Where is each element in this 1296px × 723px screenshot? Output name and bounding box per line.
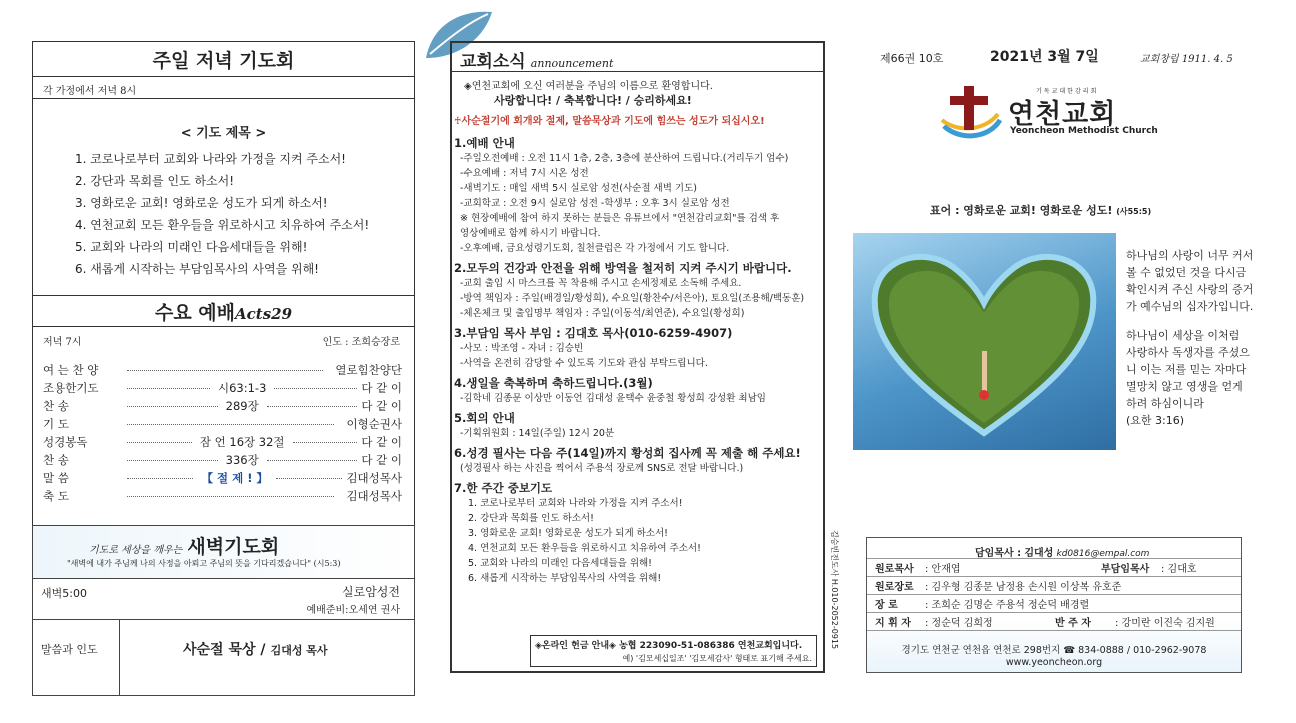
dawn-inner xyxy=(33,578,414,695)
title-underline xyxy=(33,76,414,77)
church-website[interactable]: www.yeoncheon.org xyxy=(1005,657,1103,668)
title-underline xyxy=(452,71,823,72)
welcome-text-2: 사랑합니다! / 축복합니다! / 승리하세요! xyxy=(494,94,692,107)
section-safety: 2.모두의 건강과 안전을 위해 방역을 철저히 지켜 주시기 바랍니다. -교회 출입 시 마스크를 꼭 착용해 주시고 손세정제로 소독해 주세요. -방역 책임자 : 주일(배경일/황성희), 수요일(황찬수/서은아), 토요일(조용해/백동훈) -체온체크 및 출입명부 책임자 : 주일(이동석/최연준), 수요일(황성희) xyxy=(454,261,805,319)
section-birthday: 4.생일을 축복하며 축하드립니다.(3월) -김학네 김종문 이상만 이동언 김대성 윤택수 윤중철 황성희 강성환 최남임 xyxy=(454,376,766,404)
subtitle-underline xyxy=(33,98,414,99)
church-sub: 기독교대한감리회 xyxy=(1036,88,1099,95)
lent-message: ♰사순절기에 회개와 절제, 말씀묵상과 기도에 힘쓰는 성도가 되십시오! xyxy=(454,116,765,127)
sunday-prayer-subtitle: 각 가정에서 저녁 8시 xyxy=(43,86,137,97)
sunday-prayer-title: 주일 저녁 기도회 xyxy=(152,50,295,72)
wednesday-title: 수요 예배Acts29 xyxy=(154,302,293,324)
dawn-title-row: 기도로 세상을 깨우는 새벽기도회 xyxy=(89,536,280,558)
donation-account: ◈온라인 헌금 안내◈ 농협 223090-51-086386 연천교회입니다. xyxy=(535,641,803,651)
title-underline xyxy=(33,326,414,327)
heart-image xyxy=(853,233,1116,450)
table-row: 조용한기도 시63:1-3 다 같 이 xyxy=(43,381,403,395)
table-row: 원로장로 : 김우형 김종문 남정용 손시원 이상복 유호준 xyxy=(867,576,1241,594)
table-row: 축 도 김대성목사 xyxy=(43,489,402,503)
list-item: 6. 새롭게 시작하는 부담임목사의 사역을 위해! xyxy=(75,262,319,276)
table-row: 원로목사 : 안재엽 부담임목사 : 김대호 xyxy=(867,558,1241,576)
pastor-line: 담임목사 : 김대성 kd0816@empal.com xyxy=(975,548,1150,559)
church-motto: 표어 : 영화로운 교회! 영화로운 성도! (사55:5) xyxy=(930,204,1152,217)
church-address: 경기도 연천군 연천읍 연천로 298번지 ☎ 834-0888 / 010-2962-9078 xyxy=(901,645,1207,656)
announcement-box xyxy=(450,41,825,673)
section-meeting: 5.회의 안내 -기획위원회 : 14일(주일) 12시 20분 xyxy=(454,411,615,439)
prayer-topic-heading: < 기도 제목 > xyxy=(180,126,267,141)
dawn-verse: "새벽에 내가 주님께 나의 사정을 아뢰고 주님의 뜻을 기다리겠습니다" (시5:3) xyxy=(67,559,341,568)
side-contact: 김승빈전도사 H.010-2052-0915 xyxy=(830,530,839,650)
acts29-script: Acts29 xyxy=(235,305,293,323)
table-row: 장 로 : 조희순 김명순 주용석 정순덕 배경렬 xyxy=(867,594,1241,612)
section-pastor: 3.부담임 목사 부임 : 김대호 목사(010-6259-4907) -사모 : 박조영 - 자녀 : 김승빈 -사역을 온전히 감당할 수 있도록 기도와 관심 부탁드립니다. xyxy=(454,326,733,369)
donation-box xyxy=(530,635,817,667)
table-row: 찬 송 289장 다 같 이 xyxy=(43,399,403,413)
staff-box xyxy=(866,537,1242,673)
church-name: 연천교회 xyxy=(1008,99,1117,130)
table-row: 찬 송 336장 다 같 이 xyxy=(43,453,403,467)
section-intercession: 7.한 주간 중보기도 1. 코로나로부터 교회와 나라와 가정을 지켜 주소서! 2. 강단과 목회를 인도 하소서! 3. 영화로운 교회! 영화로운 성도가 되게 하소서! 4. 연천교회 모든 환우들을 위로하시고 치유하여 주소서! 5. 교회와 나라의 미래인 다음세대들을 위해! 6. 새롭게 시작하는 부담임목사의 사역을 위해! xyxy=(454,481,701,584)
table-row: 말 씀 【 절 제 ! 】 김대성목사 xyxy=(43,471,402,485)
table-row: 지 휘 자 : 정순덕 김희정 반 주 자 : 강미란 이진숙 김지원 xyxy=(867,612,1241,631)
section-bible-copy: 6.성경 필사는 다음 주(14일)까지 황성희 집사께 꼭 제출 해 주세요! (성경필사 하는 사진을 찍어서 주용석 장로께 SNS로 전달 바랍니다.) xyxy=(454,446,801,474)
wednesday-service-box xyxy=(32,295,415,526)
welcome-text: ◈연천교회에 오신 여러분을 주님의 이름으로 환영합니다. xyxy=(464,81,713,92)
dawn-speaker: 사순절 묵상 / 김대성 목사 xyxy=(183,642,328,658)
divider xyxy=(33,619,414,620)
donation-note: 예) '김모세십일조' '김모세감사' 형태로 표기해 주세요. xyxy=(622,654,812,663)
divider xyxy=(119,619,120,695)
section-worship: 1.예배 안내 -주일오전예배 : 오전 11시 1층, 2층, 3층에 분산하여 드립니다.(거리두기 엄수) -수요예배 : 저녁 7시 시온 성전 -새벽기도 : 매일 새벽 5시 실로암 성전(사순절 새벽 기도) -교회학교 : 오전 9시 실로암 성전 -학생부 : 오후 3시 실로암 성전 ※ 현장예배에 참여 하지 못하는 분들은 유튜브에서 "연천감리교회"를 검색 후 영상예배로 함께 하시기 바랍니다. -오후예배, 금요성령기도회, 칠천클럽은 각 가정에서 기도 합니다. xyxy=(454,136,789,254)
list-item: 1. 코로나로부터 교회와 나라와 가정을 지켜 주소서! xyxy=(75,152,346,166)
staff-table xyxy=(867,558,1241,631)
dawn-place: 실로암성전 xyxy=(342,585,400,599)
announcement-sections xyxy=(454,135,821,586)
cross-logo-icon xyxy=(938,80,1004,142)
list-item: 2. 강단과 목회를 인도 하소서! xyxy=(75,174,235,188)
wednesday-time: 저녁 7시 xyxy=(43,337,82,348)
volume-number: 제66권 10호 xyxy=(880,52,944,65)
list-item: 4. 연천교회 모든 환우들을 위로하시고 치유하여 주소서! xyxy=(75,218,370,232)
dawn-prayer-box xyxy=(32,525,415,696)
verse-block-2: 하나님이 세상을 이처럼 사랑하사 독생자를 주셨으 니 이는 저를 믿는 자마다 멸망치 않고 영생을 얻게 하려 하심이니라 (요한 3:16) xyxy=(1126,329,1250,427)
prayer-topic-list xyxy=(75,148,369,280)
church-en: Yeoncheon Methodist Church xyxy=(1010,126,1158,136)
dawn-speaker-label: 말씀과 인도 xyxy=(41,643,98,656)
table-row: 여 는 찬 양 열로힘찬양단 xyxy=(43,363,402,377)
church-founded: 교회창립 1911. 4. 5 xyxy=(1140,54,1233,65)
announcement-title: 교회소식 announcement xyxy=(460,52,614,72)
list-item: 3. 영화로운 교회! 영화로운 성도가 되게 하소서! xyxy=(75,196,328,210)
dawn-time: 새벽5:00 xyxy=(41,587,87,600)
sunday-prayer-box xyxy=(32,41,415,296)
table-row: 성경봉독 잠 언 16장 32절 다 같 이 xyxy=(43,435,402,449)
bulletin-date: 2021년 3월 7일 xyxy=(990,49,1099,65)
wednesday-leader: 인도 : 조희승장로 xyxy=(322,337,400,348)
dawn-prep: 예배준비:오세연 권사 xyxy=(306,605,400,616)
church-logo xyxy=(938,80,1188,142)
table-row: 기 도 이형순권사 xyxy=(43,417,402,431)
list-item: 5. 교회와 나라의 미래인 다음세대들을 위해! xyxy=(75,240,308,254)
verse-block-1: 하나님의 사랑이 너무 커서 볼 수 없었던 것을 다시금 확인시켜 주신 사랑의 증거 가 예수님의 십자가입니다. xyxy=(1126,249,1254,313)
order-of-worship xyxy=(43,362,402,506)
